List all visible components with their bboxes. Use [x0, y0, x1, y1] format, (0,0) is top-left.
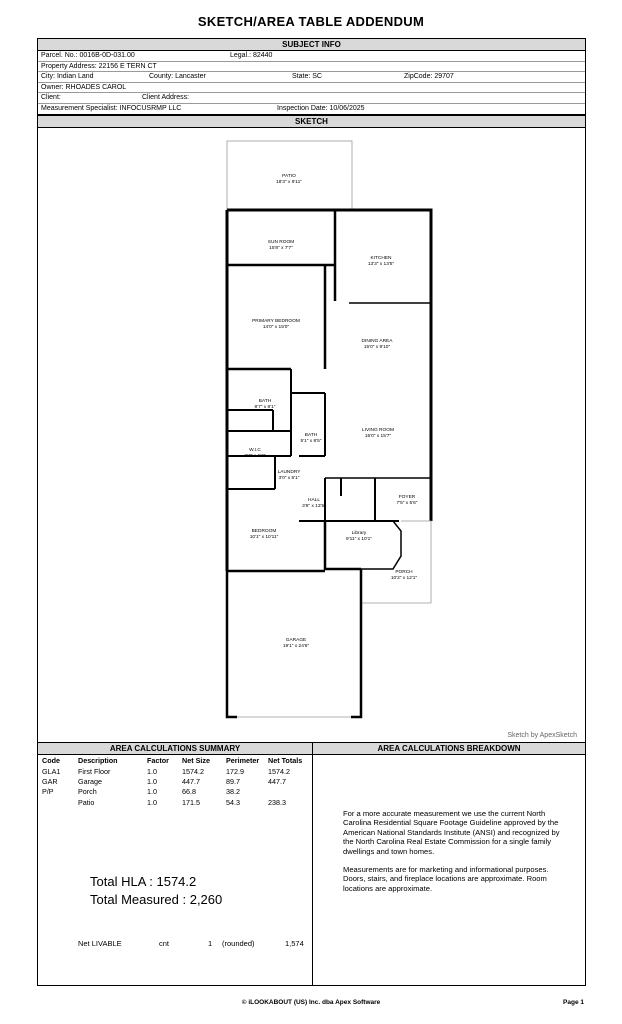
room-name-label: HALL	[308, 498, 320, 503]
room-name-label: DINING AREA	[361, 339, 393, 344]
info-row-owner	[38, 83, 585, 94]
state: State: SC	[292, 73, 322, 81]
sketch-section	[37, 115, 586, 743]
livable-count: 1	[208, 939, 213, 948]
breakdown-header: AREA CALCULATIONS BREAKDOWN	[313, 743, 585, 755]
col-net-size: Net Size	[182, 756, 210, 765]
parcel-number: Parcel. No.: 0016B-0D-031.00	[41, 52, 135, 59]
livable-label: Net LIVABLE	[78, 939, 122, 948]
room-size-label: 9'11" x 10'1"	[346, 537, 372, 542]
cell-net-size: 66.8	[182, 787, 196, 797]
room-size-label: 7'5" x 5'6"	[396, 501, 418, 506]
cell-description: Garage	[78, 777, 102, 787]
cell-description: Porch	[78, 787, 97, 797]
cell-factor: 1.0	[147, 777, 157, 787]
summary-header: AREA CALCULATIONS SUMMARY	[38, 743, 312, 755]
county: County: Lancaster	[149, 73, 206, 81]
area-calculations-summary	[38, 743, 313, 985]
cell-factor: 1.0	[147, 797, 157, 807]
room-size-label: 13'3" x 13'5"	[367, 262, 395, 267]
city: City: Indian Land	[41, 73, 94, 81]
room-size-label: 19'1" x 24'6"	[282, 644, 310, 649]
page-number: Page 1	[563, 999, 584, 1006]
cell-description: Patio	[78, 797, 95, 807]
total-hla: Total HLA : 1574.2	[90, 874, 197, 889]
room-name-label: LIVING ROOM	[362, 428, 394, 433]
room-name-label: BEDROOM	[251, 529, 277, 534]
cell-perimeter: 54.3	[226, 797, 240, 807]
legal: Legal.: 82440	[230, 52, 273, 59]
room-name-label: GARAGE	[285, 638, 307, 643]
cell-net-size: 1574.2	[182, 767, 204, 776]
room-name-label: KITCHEN	[370, 256, 392, 261]
room-size-label: 10'2" x 12'1"	[390, 576, 418, 581]
livable-rounded: (rounded)	[222, 939, 255, 948]
room-size-label: 8'7" x 6'3"	[244, 454, 266, 459]
room-size-label: 15'8" x 7'7"	[269, 246, 293, 251]
cell-code: GLA1	[42, 767, 61, 776]
note-disclaimer: Measurements are for marketing and informational purposes. Doors, stairs, and fireplace locations are approximate. Room locations are approximate.	[343, 865, 549, 893]
room-name-label: PORCH	[395, 570, 413, 575]
room-size-label: 10'1" x 10'11"	[249, 535, 279, 540]
cell-factor: 1.0	[147, 767, 157, 776]
room-size-label: 3'6" x 13'5"	[302, 504, 326, 509]
col-net-totals: Net Totals	[268, 756, 303, 765]
cell-net-totals: 238.3	[268, 797, 286, 807]
area-calculations-section	[37, 742, 586, 986]
subject-info-header: SUBJECT INFO	[38, 39, 585, 51]
livable-value: 1,574	[285, 939, 304, 948]
property-address: Property Address: 22156 E TERN CT	[41, 62, 157, 70]
room-name-label: Library	[351, 531, 367, 536]
note-ansi: For a more accurate measurement we use the current North Carolina Residential Square Footage Guideline approved by the American National Standards Institute (ANSI) and recognized by the North Carolina Real Estate Commission for a single family dwellings and town homes.	[343, 809, 560, 856]
info-row-specialist	[38, 104, 585, 114]
room-size-label: 3'0" x 5'1"	[278, 476, 300, 481]
cell-perimeter: 172.9	[226, 767, 244, 776]
info-row-client	[38, 93, 585, 104]
room-name-label: PRIMARY BEDROOM	[252, 319, 300, 324]
room-size-label: 8'7" x 8'1"	[254, 405, 276, 410]
room-name-label: W.I.C	[249, 448, 261, 453]
info-row-address	[38, 62, 585, 73]
room-size-label: 14'0" x 15'0"	[262, 325, 290, 330]
cell-description: First Floor	[78, 767, 111, 776]
cell-perimeter: 89.7	[226, 777, 240, 787]
cell-code: P/P	[42, 787, 54, 797]
cell-factor: 1.0	[147, 787, 157, 797]
floor-plan	[38, 128, 585, 742]
cell-perimeter: 38.2	[226, 787, 240, 797]
client: Client:	[41, 94, 61, 102]
room-size-label: 15'0" x 9'10"	[363, 345, 391, 350]
total-measured: Total Measured : 2,260	[90, 892, 223, 907]
col-description: Description	[78, 756, 118, 765]
room-name-label: PATIO	[282, 174, 296, 179]
footer-copyright: © iLOOKABOUT (US) Inc. dba Apex Software	[241, 999, 381, 1006]
inspection-date: Inspection Date: 10/06/2025	[277, 104, 365, 112]
info-row-city	[38, 72, 585, 83]
room-name-label: FOYER	[398, 495, 416, 500]
subject-info-section	[37, 38, 586, 115]
col-factor: Factor	[147, 756, 169, 765]
livable-unit: cnt	[159, 939, 170, 948]
sketch-watermark: Sketch by ApexSketch	[507, 732, 577, 739]
room-size-label: 5'1" x 8'5"	[300, 439, 322, 444]
info-row-parcel	[38, 51, 585, 62]
col-perimeter: Perimeter	[226, 756, 260, 765]
measurement-specialist: Measurement Specialist: INFOCUSRMP LLC	[41, 104, 182, 112]
cell-net-size: 447.7	[182, 777, 200, 787]
cell-net-totals: 1574.2	[268, 767, 290, 776]
cell-code: GAR	[42, 777, 58, 787]
room-size-label: 18'3" x 9'11"	[276, 180, 302, 185]
room-name-label: SUN ROOM	[267, 240, 295, 245]
room-name-label: BATH	[258, 399, 272, 404]
area-calculations-breakdown	[313, 743, 585, 985]
breakdown-notes	[343, 809, 563, 893]
document-title: SKETCH/AREA TABLE ADDENDUM	[197, 14, 425, 29]
cell-net-size: 171.5	[182, 797, 200, 807]
client-address: Client Address:	[142, 94, 190, 102]
sketch-header: SKETCH	[38, 116, 585, 128]
room-name-label: BATH	[304, 433, 318, 438]
room-size-label: 15'0" x 15'7"	[364, 434, 392, 439]
zipcode: ZipCode: 29707	[404, 73, 454, 81]
owner: Owner: RHOADES CAROL	[41, 83, 127, 91]
col-code: Code	[42, 756, 60, 765]
room-name-label: LAUNDRY	[277, 470, 301, 475]
cell-net-totals: 447.7	[268, 777, 286, 787]
